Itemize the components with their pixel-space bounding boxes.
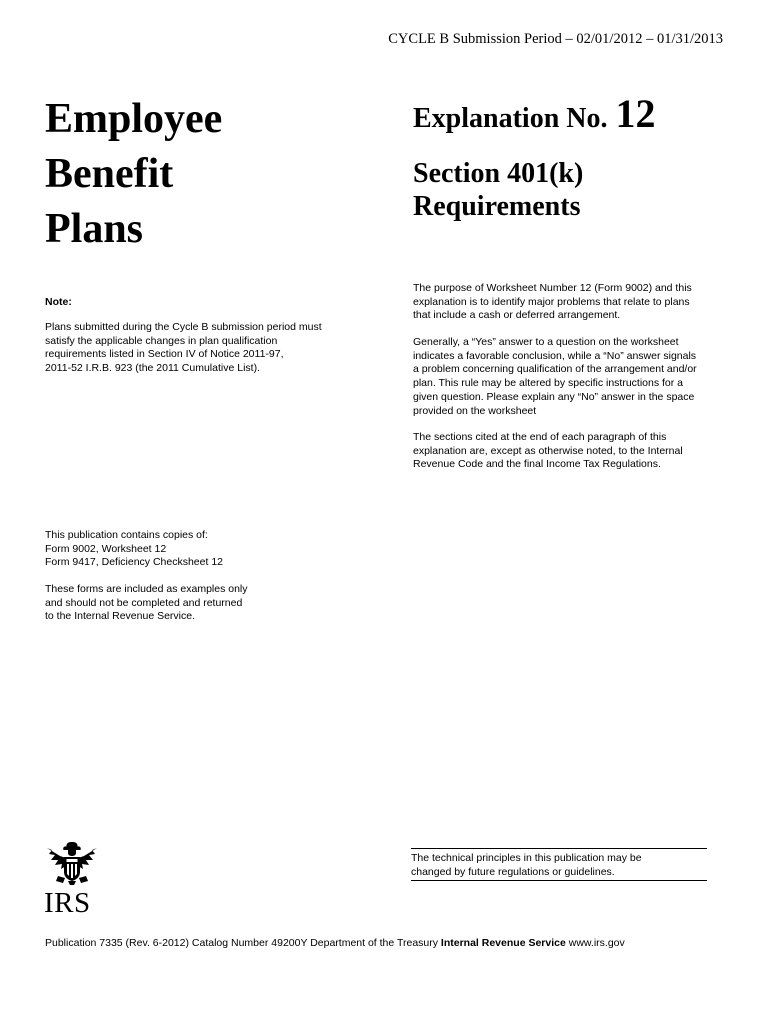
- footer-agency: Internal Revenue Service: [440, 937, 566, 949]
- note-body: [45, 321, 322, 376]
- section-title-line: Requirements: [413, 191, 581, 222]
- text-line: requirements listed in Section IV of Notice 2011-97,: [45, 348, 284, 361]
- document-title: [45, 92, 222, 257]
- title-line: Benefit: [45, 151, 174, 197]
- disclaimer-text: [411, 852, 642, 879]
- irs-wordmark: IRS: [44, 887, 91, 919]
- title-line: Plans: [45, 206, 144, 252]
- explanation-label: Explanation No.: [413, 103, 608, 134]
- text-line: given question. Please explain any “No” answer in the space: [413, 390, 695, 403]
- text-line: Plans submitted during the Cycle B submission period must: [45, 321, 322, 333]
- publication-contents: [45, 529, 223, 570]
- sections-cited-paragraph: [413, 431, 683, 472]
- generally-paragraph: [413, 336, 697, 418]
- text-line: The sections cited at the end of each paragraph of this: [413, 431, 667, 443]
- text-line: 2011-52 I.R.B. 923 (the 2011 Cumulative List).: [45, 362, 260, 375]
- text-line: Form 9417, Deficiency Checksheet 12: [45, 556, 224, 569]
- footer: [45, 937, 625, 949]
- text-line: and should not be completed and returned: [45, 596, 243, 609]
- text-line: These forms are included as examples only: [45, 583, 248, 595]
- text-line: The technical principles in this publication may be: [411, 852, 642, 864]
- examples-note: [45, 583, 248, 624]
- footer-publication: Publication 7335 (Rev. 6-2012) Catalog Number 49200Y Department of the Treasury: [45, 937, 441, 949]
- text-line: plan. This rule may be altered by specific instructions for a: [413, 377, 684, 390]
- title-line: Employee: [45, 96, 223, 142]
- text-line: indicates a favorable conclusion, while a “No” answer signals: [413, 349, 697, 362]
- irs-logo: [44, 840, 102, 918]
- explanation-number: 12: [615, 91, 656, 136]
- text-line: a problem concerning qualification of the arrangement and/or: [413, 363, 697, 376]
- explanation-heading: [413, 90, 656, 137]
- disclaimer-box: [411, 848, 707, 881]
- text-line: The purpose of Worksheet Number 12 (Form 9002) and this: [413, 282, 692, 294]
- text-line: explanation are, except as otherwise noted, to the Internal: [413, 444, 683, 457]
- irs-eagle-icon: [44, 840, 100, 886]
- text-line: to the Internal Revenue Service.: [45, 610, 196, 623]
- purpose-paragraph: [413, 282, 692, 323]
- section-title-line: Section 401(k): [413, 158, 584, 189]
- text-line: changed by future regulations or guidelines.: [411, 865, 615, 878]
- text-line: This publication contains copies of:: [45, 529, 208, 541]
- text-line: Generally, a “Yes” answer to a question on the worksheet: [413, 336, 679, 348]
- text-line: Form 9002, Worksheet 12: [45, 542, 167, 555]
- text-line: provided on the worksheet: [413, 404, 537, 417]
- text-line: Revenue Code and the final Income Tax Regulations.: [413, 458, 661, 471]
- note-label: Note:: [45, 296, 72, 308]
- text-line: that include a cash or deferred arrangement.: [413, 309, 621, 322]
- footer-website[interactable]: www.irs.gov: [565, 937, 625, 949]
- section-title: [413, 157, 583, 223]
- text-line: explanation is to identify major problems that relate to plans: [413, 295, 690, 308]
- text-line: satisfy the applicable changes in plan qualification: [45, 334, 278, 347]
- cycle-header: CYCLE B Submission Period – 02/01/2012 – 01/31/2013: [388, 31, 723, 47]
